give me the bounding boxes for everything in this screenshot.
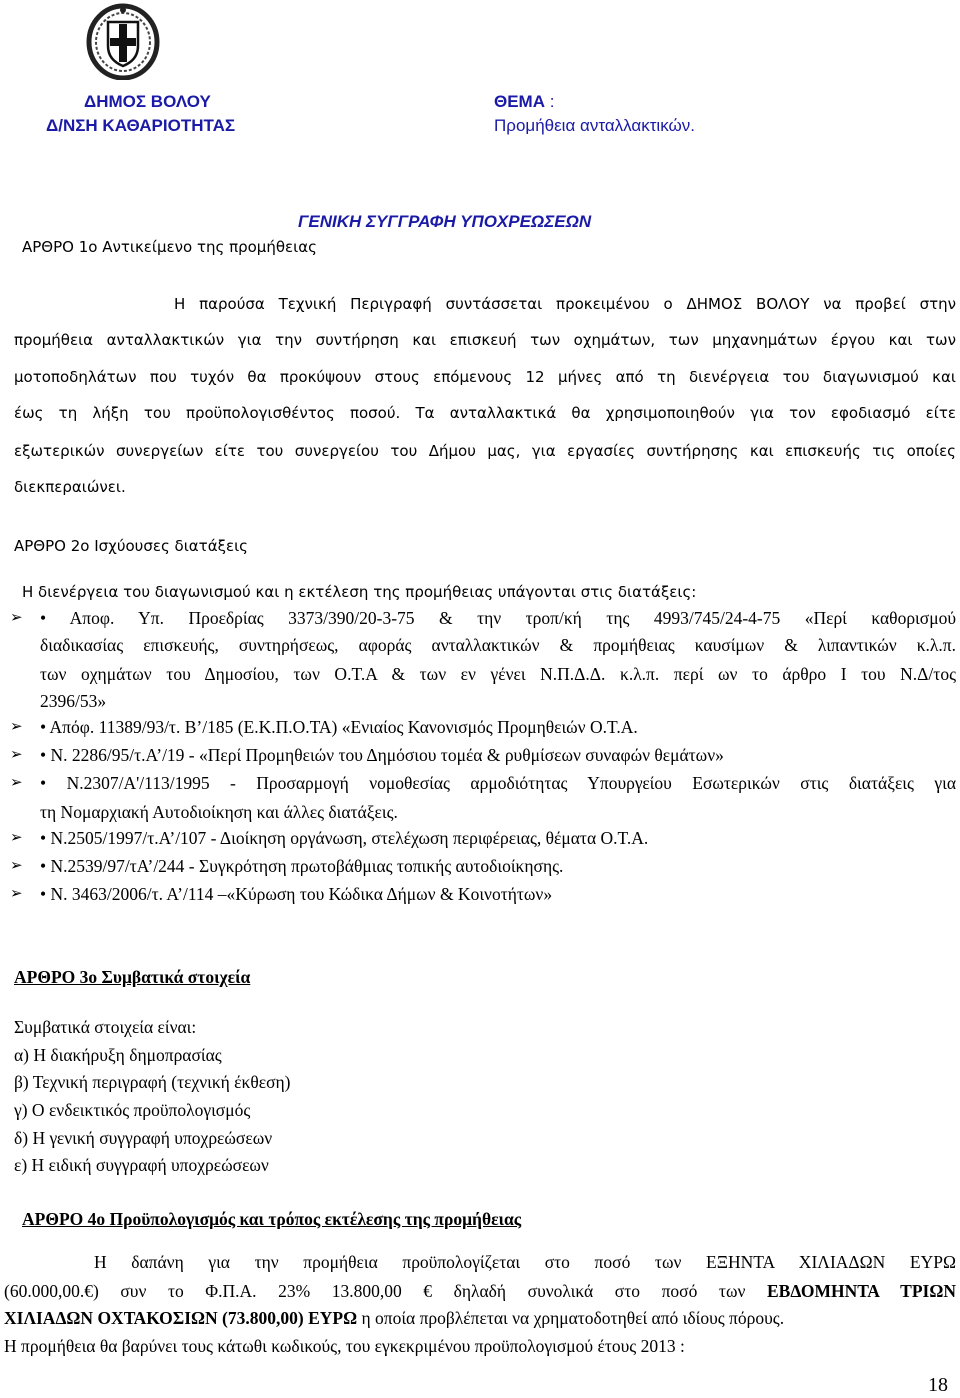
article2-intro: Η διενέργεια του διαγωνισμού και η εκτέλεση της προμήθειας υπάγονται στις διατάξεις: — [22, 583, 697, 601]
list-item-line: 2396/53» — [40, 691, 107, 711]
subject-heading — [494, 92, 554, 112]
article2-heading — [14, 537, 248, 555]
list-item — [10, 828, 956, 852]
article4-line3-text: η οποία προβλέπεται να χρηματοδοτηθεί από ιδίους πόρους. — [357, 1308, 785, 1328]
list-item-line: • Ν.2539/97/τΑ’/244 - Συγκρότηση πρωτοβάθμιας τοπικής αυτοδιοίκησης. — [40, 856, 564, 876]
list-item-line: • Ν.2505/1997/τ.Α’/107 - Διοίκηση οργάνωση, στελέχωση περιφέρειας, θέματα Ο.Τ.Α. — [40, 828, 649, 848]
list-item-line: • Ν. 2286/95/τ.Α’/19 - «Περί Προμηθειών του Δημόσιου τομέα & ρυθμίσεων συναφών θεμάτων» — [40, 745, 724, 765]
article1-line: έως τη λήξη του προϋπολογισθέντος ποσού. Τα ανταλλακτικά θα χρησιμοποιηθούν για τον εφοδιασμό είτε — [14, 404, 956, 422]
list-item: β) Τεχνική περιγραφή (τεχνική έκθεση) — [14, 1072, 291, 1092]
list-item — [10, 745, 956, 769]
list-item-line: • Αποφ. Υπ. Προεδρίας 3373/390/20-3-75 & την τροπ/κή της 4993/745/24-4-75 «Περί καθορισμού — [40, 608, 956, 628]
article3-intro: Συμβατικά στοιχεία είναι: — [14, 1017, 197, 1037]
greek-emblem-icon — [84, 2, 162, 80]
article4-line — [4, 1308, 784, 1329]
article1-line: προμήθεια ανταλλακτικών για την συντήρηση και επισκευή των οχημάτων, των μηχανημάτων έργου και των — [14, 331, 956, 349]
list-item — [10, 884, 956, 908]
article4-heading: ΑΡΘΡΟ 4ο Προϋπολογισμός και τρόπος εκτέλεσης της προμήθειας — [22, 1209, 522, 1229]
list-item-line: • Ν. 3463/2006/τ. Α’/114 –«Κύρωση του Κώδικα Δήμων & Κοινοτήτων» — [40, 884, 553, 904]
list-item — [10, 856, 956, 880]
arrow-bullet-icon: ➢ — [10, 856, 23, 874]
subject-colon: : — [545, 92, 555, 111]
article4-line2-bold: ΕΒΔΟΜΗΝΤΑ ΤΡΙΩΝ — [766, 1281, 956, 1301]
article4-line2-text: (60.000,00.€) συν το Φ.Π.Α. 23% 13.800,00 € δηλαδή συνολικά στο ποσό των — [4, 1281, 746, 1301]
subject-label: ΘΕΜΑ — [494, 92, 545, 111]
list-item-line: τη Νομαρχιακή Αυτοδιοίκηση και άλλες διατάξεις. — [40, 802, 398, 822]
article2-heading-text: ΑΡΘΡΟ 2ο Ισχύουσες διατάξεις — [14, 537, 248, 555]
list-item-line: • Απόφ. 11389/93/τ. Β’/185 (Ε.Κ.Π.Ο.ΤΑ) «Ενιαίος Κανονισμός Προμηθειών Ο.Τ.Α. — [40, 717, 638, 737]
org-department: Δ/ΝΣΗ ΚΑΘΑΡΙΟΤΗΤΑΣ — [46, 116, 236, 135]
list-item — [10, 608, 956, 711]
article4-total-amount: ΧΙΛΙΑΔΩΝ ΟΧΤΑΚΟΣΙΩΝ (73.800,00) ΕΥΡΩ — [4, 1308, 358, 1328]
subject-text: Προμήθεια ανταλλακτικών. — [494, 116, 695, 135]
article1-line: εξωτερικών συνεργείων είτε του συνεργείου του Δήμου μας, για εργασίες συντήρησης και επισκευής τις οποίες — [14, 442, 956, 460]
article4-line — [4, 1281, 956, 1302]
article3-heading: ΑΡΘΡΟ 3ο Συμβατικά στοιχεία — [14, 967, 251, 987]
list-item: δ) Η γενική συγγραφή υποχρεώσεων — [14, 1128, 273, 1148]
document-title: ΓΕΝΙΚΗ ΣΥΓΓΡΑΦΗ ΥΠΟΧΡΕΩΣΕΩΝ — [298, 212, 592, 231]
list-item — [10, 717, 956, 741]
article4-line: Η δαπάνη για την προμήθεια προϋπολογίζεται στο ποσό των ΕΞΗΝΤΑ ΧΙΛΙΑΔΩΝ ΕΥΡΩ — [94, 1252, 956, 1272]
list-item-line: διαδικασίας επισκευής, συντηρήσεως, αφοράς ανταλλακτικών & προμήθειας καυσίμων & λιπαντικών κ.λ.π. — [40, 635, 956, 655]
list-item: ε) Η ειδική συγγραφή υποχρεώσεων — [14, 1155, 269, 1175]
arrow-bullet-icon: ➢ — [10, 608, 23, 626]
article1-heading: ΑΡΘΡΟ 1ο Αντικείμενο της προμήθειας — [22, 238, 317, 256]
article4-line: Η προμήθεια θα βαρύνει τους κάτωθι κωδικούς, του εγκεκριμένου προϋπολογισμού έτους 2013 : — [4, 1336, 685, 1356]
page-number: 18 — [928, 1374, 948, 1396]
list-item: α) Η διακήρυξη δημοπρασίας — [14, 1045, 222, 1065]
article1-line: διεκπεραιώνει. — [14, 478, 126, 496]
list-item — [10, 773, 956, 825]
list-item-line: • Ν.2307/Α'/113/1995 - Προσαρμογή νομοθεσίας αρμοδιότητας Υπουργείου Εσωτερικών στις διατάξεις για — [40, 773, 956, 793]
org-name: ΔΗΜΟΣ ΒΟΛΟΥ — [84, 92, 211, 111]
article1-line: Η παρούσα Τεχνική Περιγραφή συντάσσεται προκειμένου ο ΔΗΜΟΣ ΒΟΛΟΥ να προβεί στην — [174, 295, 956, 313]
arrow-bullet-icon: ➢ — [10, 717, 23, 735]
arrow-bullet-icon: ➢ — [10, 773, 23, 791]
list-item: γ) Ο ενδεικτικός προϋπολογισμός — [14, 1100, 251, 1120]
arrow-bullet-icon: ➢ — [10, 884, 23, 902]
article1-line: μοτοποδηλάτων που τυχόν θα προκύψουν στους επόμενους 12 μήνες από τη διενέργεια του διαγωνισμού και — [14, 368, 956, 386]
arrow-bullet-icon: ➢ — [10, 828, 23, 846]
arrow-bullet-icon: ➢ — [10, 745, 23, 763]
list-item-line: των οχημάτων του Δημοσίου, των Ο.Τ.Α & των εν γένει Ν.Π.Δ.Δ. κ.λ.π. περί ων το άρθρο Ι του Ν.Δ/τος — [40, 664, 956, 684]
